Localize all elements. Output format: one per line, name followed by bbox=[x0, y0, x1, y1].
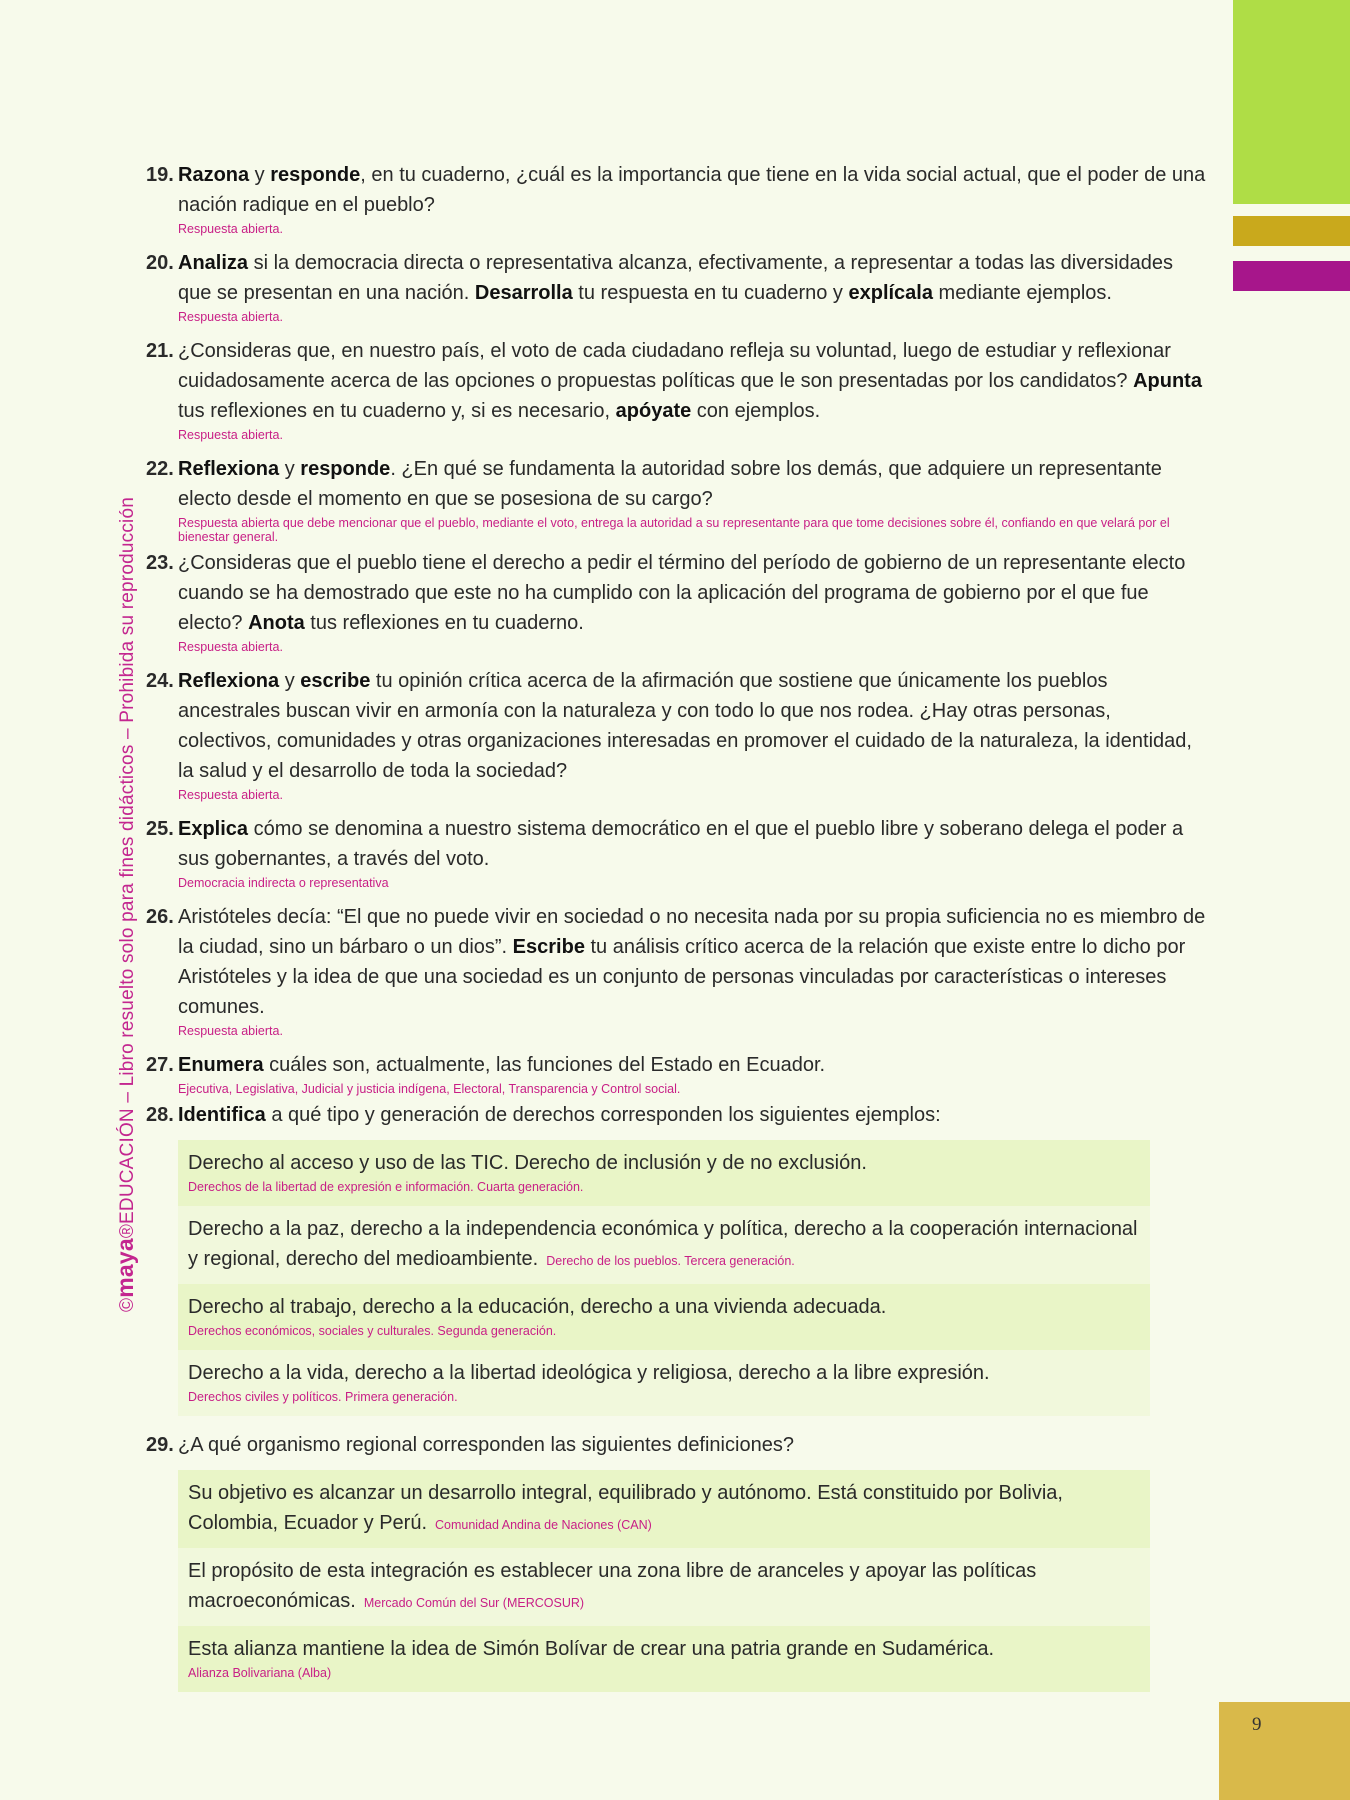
question-23: 23. ¿Consideras que el pueblo tiene el derecho a pedir el término del período de gobierno de un representante electo cuando se ha demostrado que este no ha cumplido con la aplicación del programa de gobierno por el que fue electo? Anota tus reflexiones en tu cuaderno. Respuesta abierta. bbox=[146, 548, 1208, 654]
corner-gold-stripe bbox=[1233, 216, 1350, 246]
page-number: 9 bbox=[1252, 1714, 1262, 1735]
answer-25: Democracia indirecta o representativa bbox=[178, 876, 389, 890]
question-28: 28. Identifica a qué tipo y generación de derechos corresponden los siguientes ejemplos: bbox=[146, 1104, 941, 1126]
rights-row: Derecho a la vida, derecho a la libertad ideológica y religiosa, derecho a la libre expresión. Derechos civiles y políticos. Primera generación. bbox=[178, 1350, 1150, 1416]
question-21: 21. ¿Consideras que, en nuestro país, el voto de cada ciudadano refleja su voluntad, luego de estudiar y reflexionar cuidadosamente acerca de las opciones o propuestas políticas que le son presentadas por los candidatos? Apunta tus reflexiones en tu cuaderno y, si es necesario, apóyate con ejemplos. Respuesta abierta. bbox=[146, 336, 1208, 442]
page-number-box bbox=[1219, 1702, 1350, 1800]
question-27: 27. Enumera cuáles son, actualmente, las funciones del Estado en Ecuador. Ejecutiva, Legislativa, Judicial y justicia indígena, Electoral, Transparencia y Control social. bbox=[146, 1050, 1208, 1096]
exercise-list bbox=[146, 160, 1208, 1706]
answer-22: Respuesta abierta que debe mencionar que el pueblo, mediante el voto, entrega la autoridad a su representante para que tome decisiones sobre él, confiando en que velará por el bienestar general. bbox=[178, 516, 1170, 544]
rights-table bbox=[178, 1140, 1150, 1416]
answer-20: Respuesta abierta. bbox=[178, 310, 283, 324]
sidebar-copyright: ©maya®EDUCACIÓN – Libro resuelto solo para fines didácticos – Prohibida su reproducción bbox=[112, 497, 138, 1312]
question-29: 29. ¿A qué organismo regional corresponden las siguientes definiciones? bbox=[146, 1434, 794, 1456]
answer-19: Respuesta abierta. bbox=[178, 222, 283, 236]
question-24: 24. Reflexiona y escribe tu opinión crítica acerca de la afirmación que sostiene que únicamente los pueblos ancestrales buscan vivir en armonía con la naturaleza y con todo lo que nos rodea. ¿Hay otras personas, colectivos, comunidades y otras organizaciones interesadas en promover el cuidado de la naturaleza, la identidad, la salud y el desarrollo de toda la sociedad? Respuesta abierta. bbox=[146, 666, 1208, 802]
question-22: 22. Reflexiona y responde. ¿En qué se fundamenta la autoridad sobre los demás, que adquiere un representante electo desde el momento en que se posesiona de su cargo? Respuesta abierta que debe mencionar que el pueblo, mediante el voto, entrega la autoridad a su representante para que tome decisiones sobre él, confiando en que velará por el bienestar general. bbox=[146, 454, 1208, 544]
corner-green-block bbox=[1233, 0, 1350, 204]
question-20: 20. Analiza si la democracia directa o representativa alcanza, efectivamente, a representar a todas las diversidades que se presentan en una nación. Desarrolla tu respuesta en tu cuaderno y explícala mediante ejemplos. Respuesta abierta. bbox=[146, 248, 1208, 324]
answer-23: Respuesta abierta. bbox=[178, 640, 283, 654]
organism-row: Su objetivo es alcanzar un desarrollo integral, equilibrado y autónomo. Está constituido por Bolivia, Colombia, Ecuador y Perú. Comunidad Andina de Naciones (CAN) bbox=[178, 1470, 1150, 1548]
rights-answer: Derecho de los pueblos. Tercera generación. bbox=[546, 1254, 795, 1268]
answer-26: Respuesta abierta. bbox=[178, 1024, 283, 1038]
organism-answer: Mercado Común del Sur (MERCOSUR) bbox=[363, 1596, 585, 1610]
organism-row: El propósito de esta integración es establecer una zona libre de aranceles y apoyar las políticas macroeconómicas. Mercado Común del Sur (MERCOSUR) bbox=[178, 1548, 1150, 1626]
rights-row: Derecho al trabajo, derecho a la educación, derecho a una vivienda adecuada. Derechos económicos, sociales y culturales. Segunda generación. bbox=[178, 1284, 1150, 1350]
organism-row: Esta alianza mantiene la idea de Simón Bolívar de crear una patria grande en Sudamérica. Alianza Bolivariana (Alba) bbox=[178, 1626, 1150, 1692]
organisms-table bbox=[178, 1470, 1150, 1692]
rights-answer: Derechos económicos, sociales y culturales. Segunda generación. bbox=[188, 1324, 557, 1338]
rights-row: Derecho a la paz, derecho a la independencia económica y política, derecho a la cooperación internacional y regional, derecho del medioambiente. Derecho de los pueblos. Tercera generación. bbox=[178, 1206, 1150, 1284]
organism-answer: Comunidad Andina de Naciones (CAN) bbox=[435, 1518, 652, 1532]
brand-logo: maya bbox=[112, 1238, 138, 1298]
rights-row: Derecho al acceso y uso de las TIC. Derecho de inclusión y de no exclusión. Derechos de la libertad de expresión e información. Cuarta generación. bbox=[178, 1140, 1150, 1206]
answer-27: Ejecutiva, Legislativa, Judicial y justicia indígena, Electoral, Transparencia y Control social. bbox=[178, 1082, 681, 1096]
question-26: 26. Aristóteles decía: “El que no puede vivir en sociedad o no necesita nada por su propia suficiencia no es miembro de la ciudad, sino un bárbaro o un dios”. Escribe tu análisis crítico acerca de la relación que existe entre lo dicho por Aristóteles y la idea de que una sociedad es un conjunto de personas vinculadas por características o intereses comunes. Respuesta abierta. bbox=[146, 902, 1208, 1038]
answer-24: Respuesta abierta. bbox=[178, 788, 283, 802]
question-19: 19. Razona y responde, en tu cuaderno, ¿cuál es la importancia que tiene en la vida social actual, que el poder de una nación radique en el pueblo? Respuesta abierta. bbox=[146, 160, 1208, 236]
organism-answer: Alianza Bolivariana (Alba) bbox=[188, 1666, 332, 1680]
question-25: 25. Explica cómo se denomina a nuestro sistema democrático en el que el pueblo libre y soberano delega el poder a sus gobernantes, a través del voto. Democracia indirecta o representativa bbox=[146, 814, 1208, 890]
rights-answer: Derechos civiles y políticos. Primera generación. bbox=[188, 1390, 458, 1404]
rights-answer: Derechos de la libertad de expresión e información. Cuarta generación. bbox=[188, 1180, 584, 1194]
answer-21: Respuesta abierta. bbox=[178, 428, 283, 442]
corner-magenta-stripe bbox=[1233, 261, 1350, 291]
